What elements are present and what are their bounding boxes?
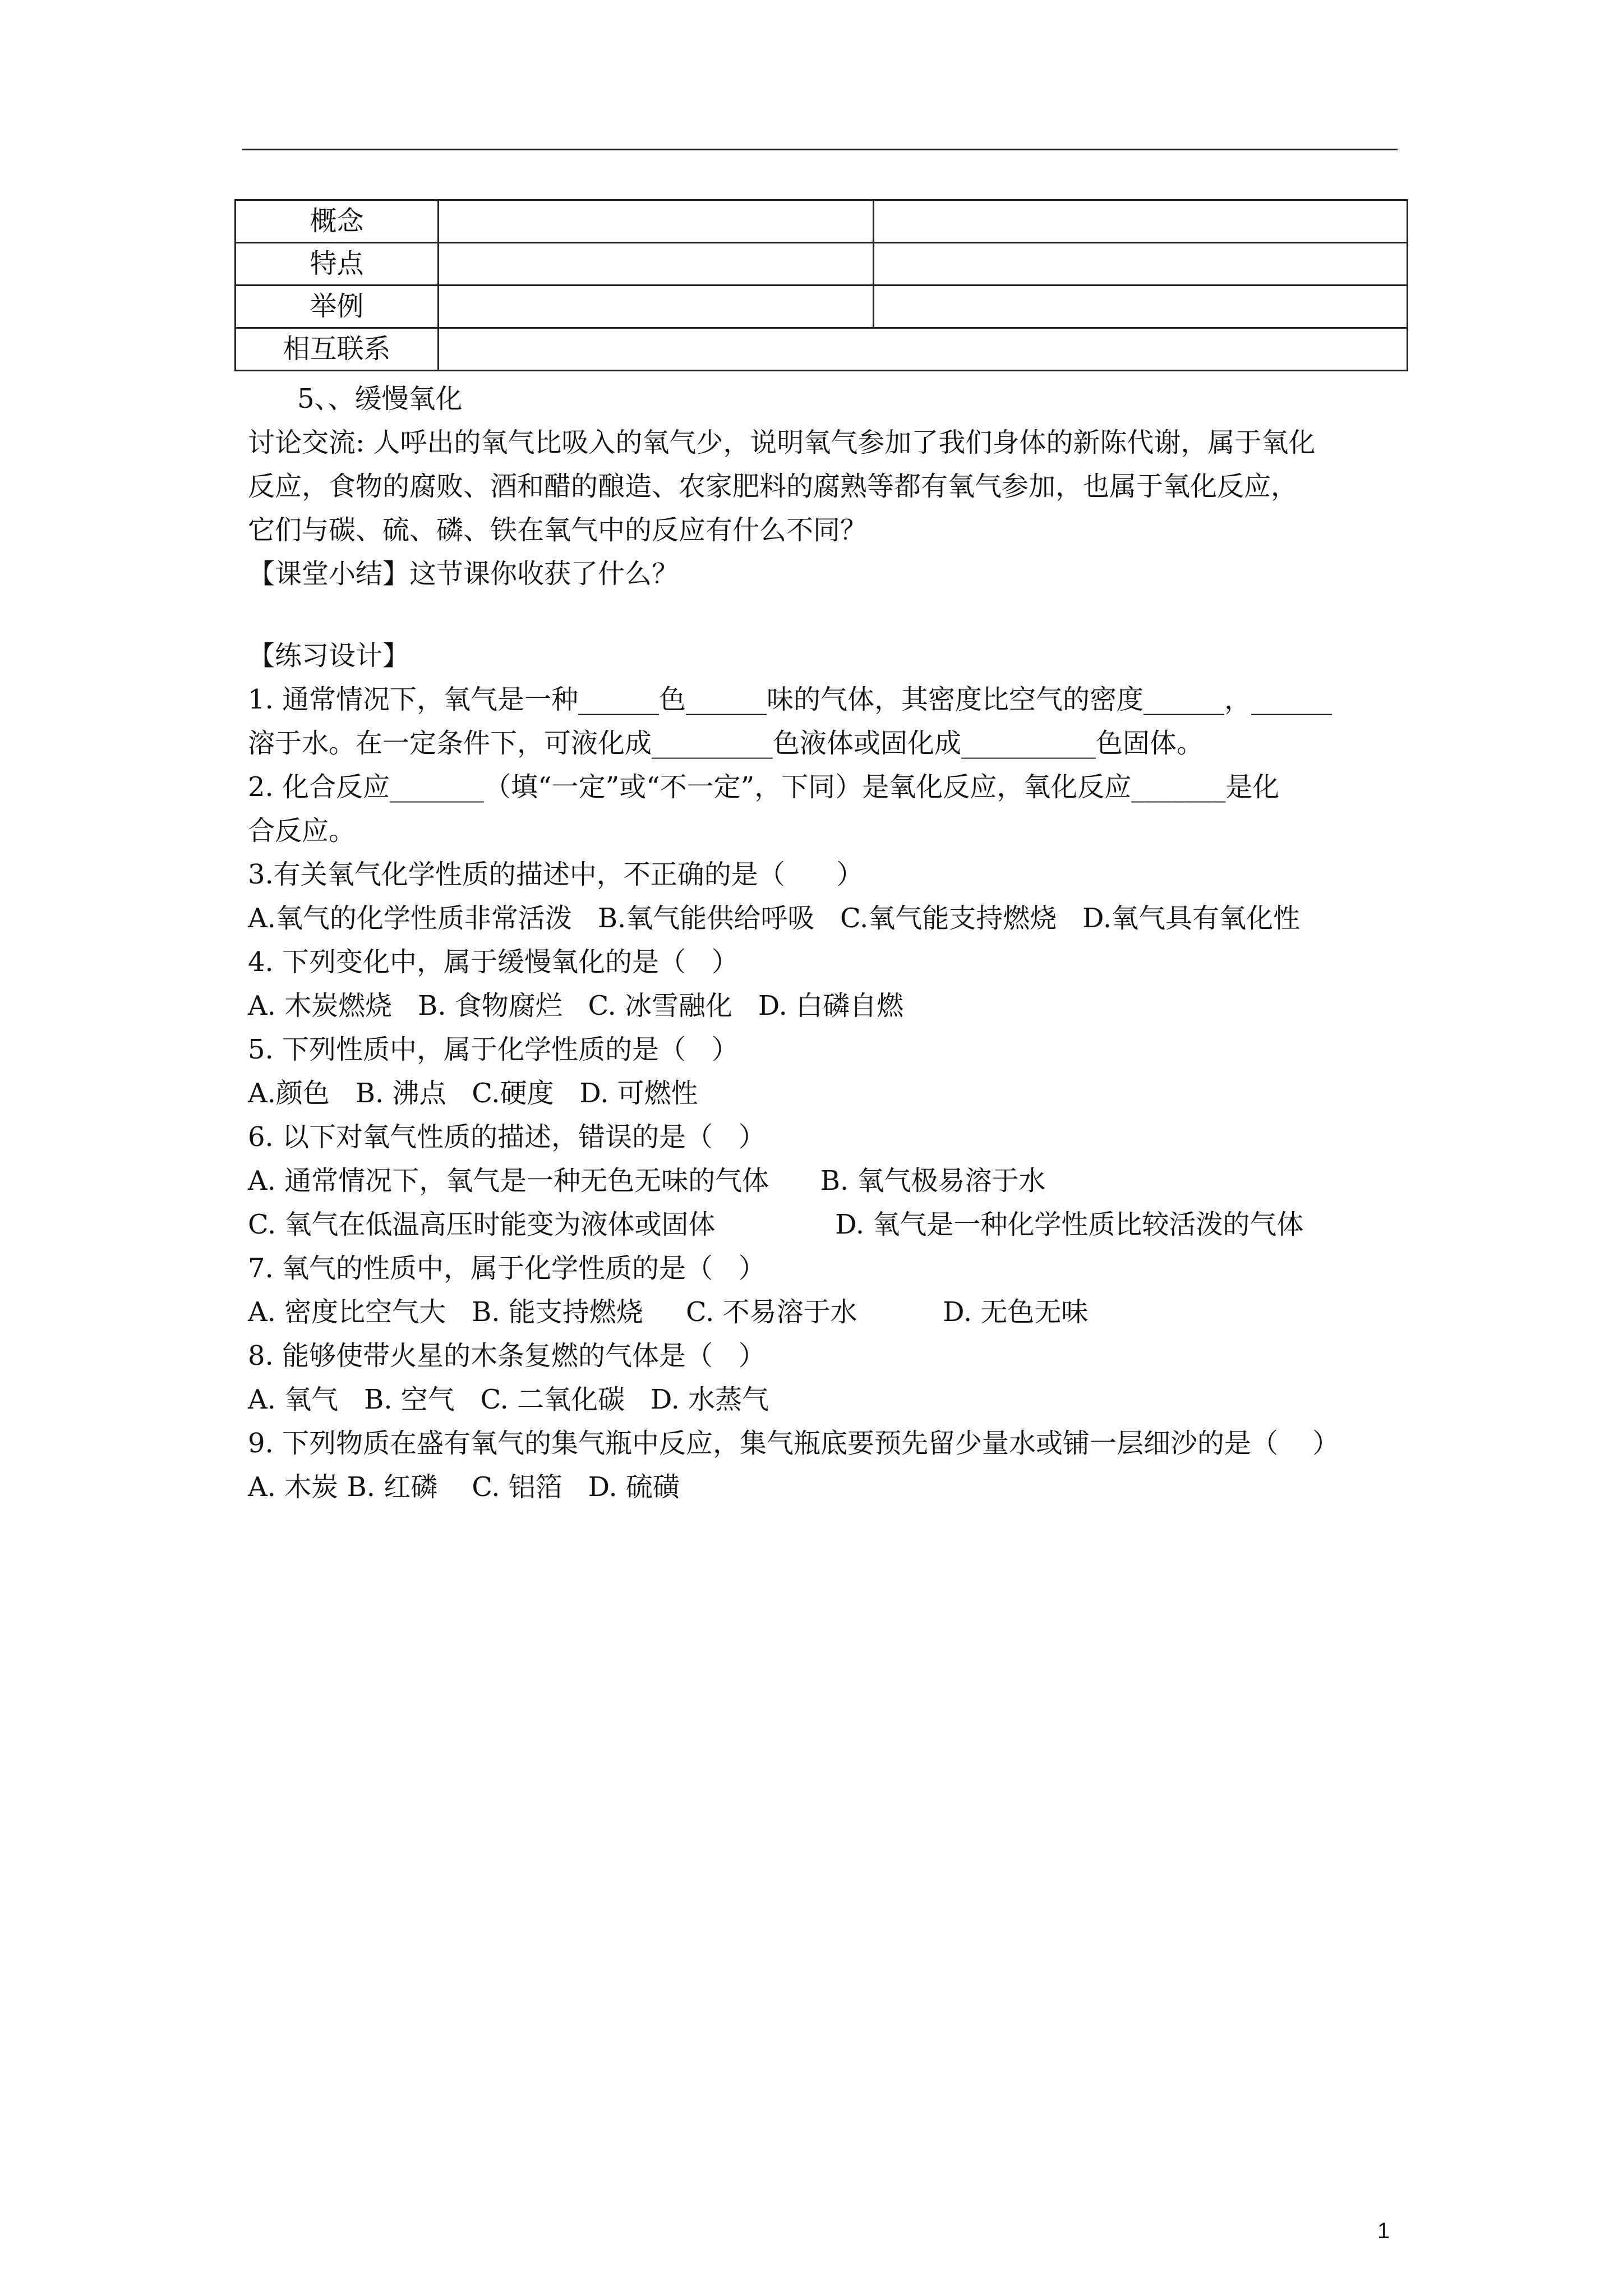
row-label: 特点: [236, 243, 439, 286]
question-line: 2. 化合反应_______（填“一定”或“不一定”，下同）是氧化反应，氧化反应_______是化: [248, 771, 1280, 803]
table-row: [236, 200, 1408, 243]
blank-cell: [439, 243, 874, 286]
discussion-line: 讨论交流: 人呼出的氧气比吸入的氧气少，说明氧气参加了我们身体的新陈代谢，属于氧化: [248, 427, 1316, 458]
blank-cell: [439, 286, 874, 328]
question-line: 4. 下列变化中，属于缓慢氧化的是（ ）: [248, 946, 739, 978]
blank-cell: [874, 243, 1408, 286]
option-line: A. 氧气 B. 空气 C. 二氧化碳 D. 水蒸气: [248, 1384, 769, 1415]
summary-heading: 【课堂小结】这节课你收获了什么？: [248, 558, 679, 590]
header-rule: [242, 149, 1398, 150]
option-line: A. 木炭燃烧 B. 食物腐烂 C. 冰雪融化 D. 白磷自燃: [248, 990, 904, 1022]
table-row: [236, 243, 1408, 286]
question-line: 7. 氧气的性质中，属于化学性质的是（ ）: [248, 1253, 766, 1284]
blank-cell: [439, 200, 874, 243]
blank-cell: [439, 328, 1408, 371]
question-line: 9. 下列物质在盛有氧气的集气瓶中反应，集气瓶底要预先留少量水或铺一层细沙的是（ ）: [248, 1428, 1340, 1459]
question-line: 合反应。: [248, 815, 356, 846]
discussion-line: 它们与碳、硫、磷、铁在氧气中的反应有什么不同？: [248, 514, 868, 546]
section-title: 5、、缓慢氧化: [297, 383, 463, 415]
comparison-table: [234, 199, 1408, 371]
row-label: 相互联系: [236, 328, 439, 371]
question-line: 8. 能够使带火星的木条复燃的气体是（ ）: [248, 1340, 766, 1372]
practice-heading: 【练习设计】: [248, 640, 410, 671]
blank-cell: [874, 200, 1408, 243]
question-line: 3.有关氧气化学性质的描述中，不正确的是（ ）: [248, 859, 864, 890]
blank-cell: [874, 286, 1408, 328]
option-line: A. 密度比空气大 B. 能支持燃烧 C. 不易溶于水 D. 无色无味: [248, 1296, 1089, 1328]
option-line: A.氧气的化学性质非常活泼 B.氧气能供给呼吸 C.氧气能支持燃烧 D.氧气具有氧化性: [248, 903, 1301, 934]
question-line: 溶于水。在一定条件下，可液化成_________色液体或固化成__________色固体。: [248, 728, 1204, 759]
option-line: C. 氧气在低温高压时能变为液体或固体 D. 氧气是一种化学性质比较活泼的气体: [248, 1209, 1304, 1240]
question-line: 5. 下列性质中，属于化学性质的是（ ）: [248, 1034, 739, 1065]
row-label: 举例: [236, 286, 439, 328]
discussion-line: 反应，食物的腐败、酒和醋的酿造、农家肥料的腐熟等都有氧气参加，也属于氧化反应，: [248, 471, 1298, 502]
page-number: 1: [1377, 2219, 1390, 2243]
option-line: A.颜色 B. 沸点 C.硬度 D. 可燃性: [248, 1078, 698, 1109]
question-line: 1. 通常情况下，氧气是一种______色______味的气体，其密度比空气的密度______，______: [248, 684, 1332, 715]
table-row: [236, 286, 1408, 328]
question-line: 6. 以下对氧气性质的描述，错误的是（ ）: [248, 1121, 766, 1153]
option-line: A. 通常情况下，氧气是一种无色无味的气体 B. 氧气极易溶于水: [248, 1165, 1046, 1197]
option-line: A. 木炭 B. 红磷 C. 铝箔 D. 硫磺: [248, 1471, 680, 1503]
row-label: 概念: [236, 200, 439, 243]
table-row: [236, 328, 1408, 371]
